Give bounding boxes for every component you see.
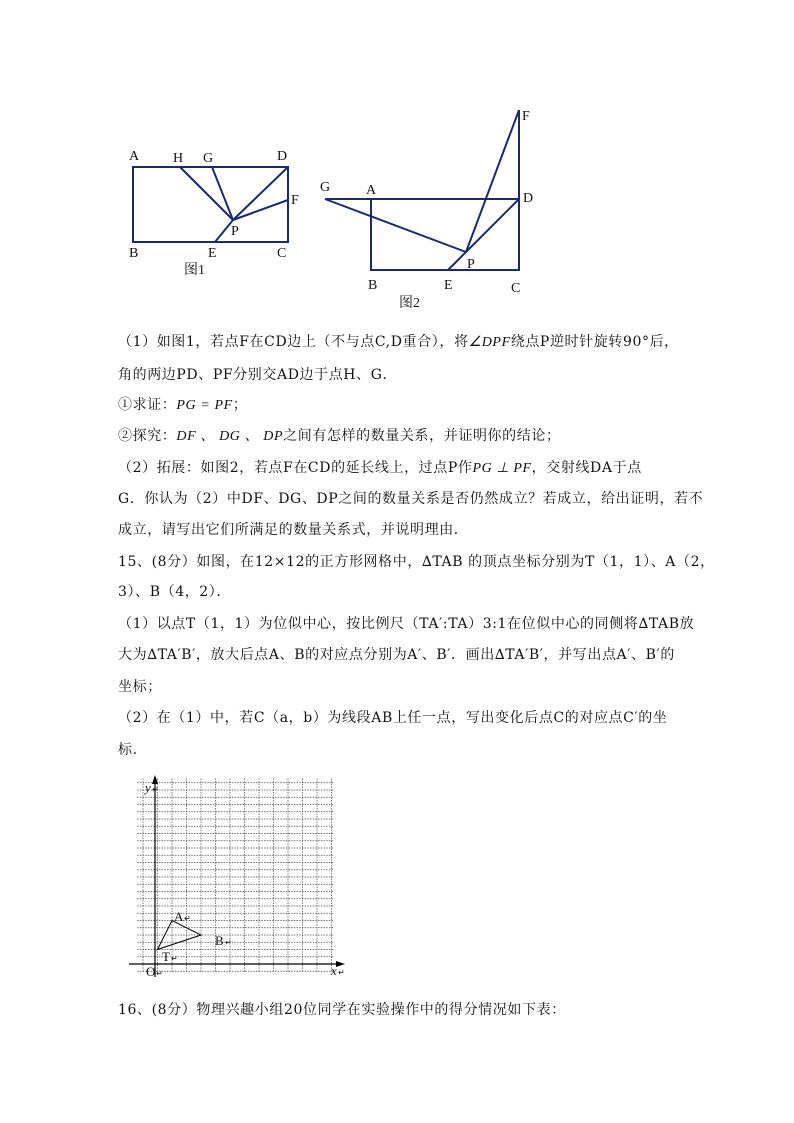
p15-line3: （1）以点T（1，1）为位似中心，按比例尺（TA′:TA）3:1在位似中心的同侧将∆TAB放 <box>118 616 695 632</box>
p14-part2-line2: G．你认为（2）中DF、DG、DP之间的数量关系是否仍然成立？若成立，给出证明，若不 <box>118 491 704 507</box>
fig2-label-F: F <box>522 109 530 124</box>
p15-line5: 坐标； <box>118 679 162 695</box>
fig1-line-FP <box>233 200 288 220</box>
p14-part1-line2: 角的两边PD、PF分别交AD边于点H、G． <box>118 367 398 383</box>
equation-PG-PF: PG = PF <box>176 398 233 413</box>
figure-1 <box>120 140 310 285</box>
point-B-tick-mark: ↵ <box>225 938 232 947</box>
fig2-label-G: G <box>320 180 331 195</box>
point-label-B: B <box>215 933 224 948</box>
p14-part2-line3: 成立，请写出它们所满足的数量关系式，并说明理由． <box>118 522 469 538</box>
y-axis-arrow <box>152 775 158 784</box>
origin-label: O <box>146 964 156 979</box>
fig1-label-C: C <box>277 246 287 261</box>
variables-DF-DG-DP: DF 、 DG 、 DP <box>176 429 284 444</box>
fig1-label-G: G <box>203 151 214 166</box>
p15-line2: 3）、B（4，2）． <box>118 584 232 600</box>
fig1-line-HP <box>180 167 233 220</box>
point-A-tick-mark: ↵ <box>184 914 191 923</box>
p15-line4: 大为∆TA′B′，放大后点A、B的对应点分别为A′、B′．画出∆TA′B′，并写出点A′、B′的 <box>118 647 675 663</box>
grid-lines <box>137 778 334 972</box>
p15-line7: 标． <box>118 742 148 758</box>
p14-part2-line1: （2）拓展：如图2，若点F在CD的延长线上，过点P作PG ⊥ PF，交射线DA于点 <box>118 460 642 476</box>
point-T-tick-mark: ↵ <box>171 954 178 963</box>
fig2-label-P: P <box>467 257 475 272</box>
fig1-label-B: B <box>129 246 139 261</box>
point-label-A: A <box>174 909 184 924</box>
fig2-line-DP <box>466 199 519 252</box>
fig1-label-E: E <box>208 246 217 261</box>
fig1-label-P: P <box>231 224 239 239</box>
x-tick-mark: ↵ <box>338 968 345 977</box>
fig2-label-A: A <box>366 183 377 198</box>
angle-DPF: ∠DPF <box>468 335 511 350</box>
fig2-label-D: D <box>523 191 534 206</box>
fig2-line-FP <box>466 110 519 252</box>
p14-question-2: ②探究：DF 、 DG 、 DP之间有怎样的数量关系，并证明你的结论； <box>118 428 561 444</box>
fig2-label-B: B <box>368 278 378 293</box>
fig1-line-GP <box>212 167 233 220</box>
fig1-label-D: D <box>277 149 288 164</box>
p15-line6: （2）在（1）中，若C（a，b）为线段AB上任一点，写出变化后点C的对应点C′的坐 <box>118 710 668 726</box>
x-axis-label: x <box>331 963 337 978</box>
y-tick-mark: ↵ <box>152 785 159 794</box>
x-axis-arrow <box>336 961 345 967</box>
coordinate-grid <box>125 775 350 985</box>
fig2-label-E: E <box>444 278 453 293</box>
fig2-rect-ABCD <box>371 110 519 270</box>
fig1-line-DP <box>233 167 288 220</box>
fig1-label-F: F <box>291 193 299 208</box>
figure-2 <box>312 104 552 312</box>
fig2-line-EP <box>448 252 466 270</box>
fig2-label-C: C <box>511 281 521 296</box>
point-label-T: T <box>162 949 170 964</box>
p16-line1: 16、(8分）物理兴趣小组20位同学在实验操作中的得分情况如下表： <box>118 1002 566 1018</box>
p14-part1-line1: （1）如图1，若点F在CD边上（不与点C,D重合），将∠DPF绕点P逆时针旋转90°后， <box>118 334 679 350</box>
fig1-caption: 图1 <box>184 263 205 278</box>
origin-tick-mark: ↵ <box>156 969 163 978</box>
fig2-caption: 图2 <box>399 296 420 311</box>
p14-question-1: ①求证：PG = PF； <box>118 397 248 413</box>
fig1-label-A: A <box>129 149 140 164</box>
perpendicular-PG-PF: PG ⊥ PF <box>472 461 532 476</box>
p15-line1: 15、(8分）如图，在12×12的正方形网格中，∆TAB 的顶点坐标分别为T（1，1）、A（2， <box>118 554 715 570</box>
fig1-rectangle <box>133 167 288 242</box>
fig2-line-GP <box>325 199 466 252</box>
fig1-label-H: H <box>173 151 184 166</box>
y-axis-label: y <box>145 780 151 795</box>
